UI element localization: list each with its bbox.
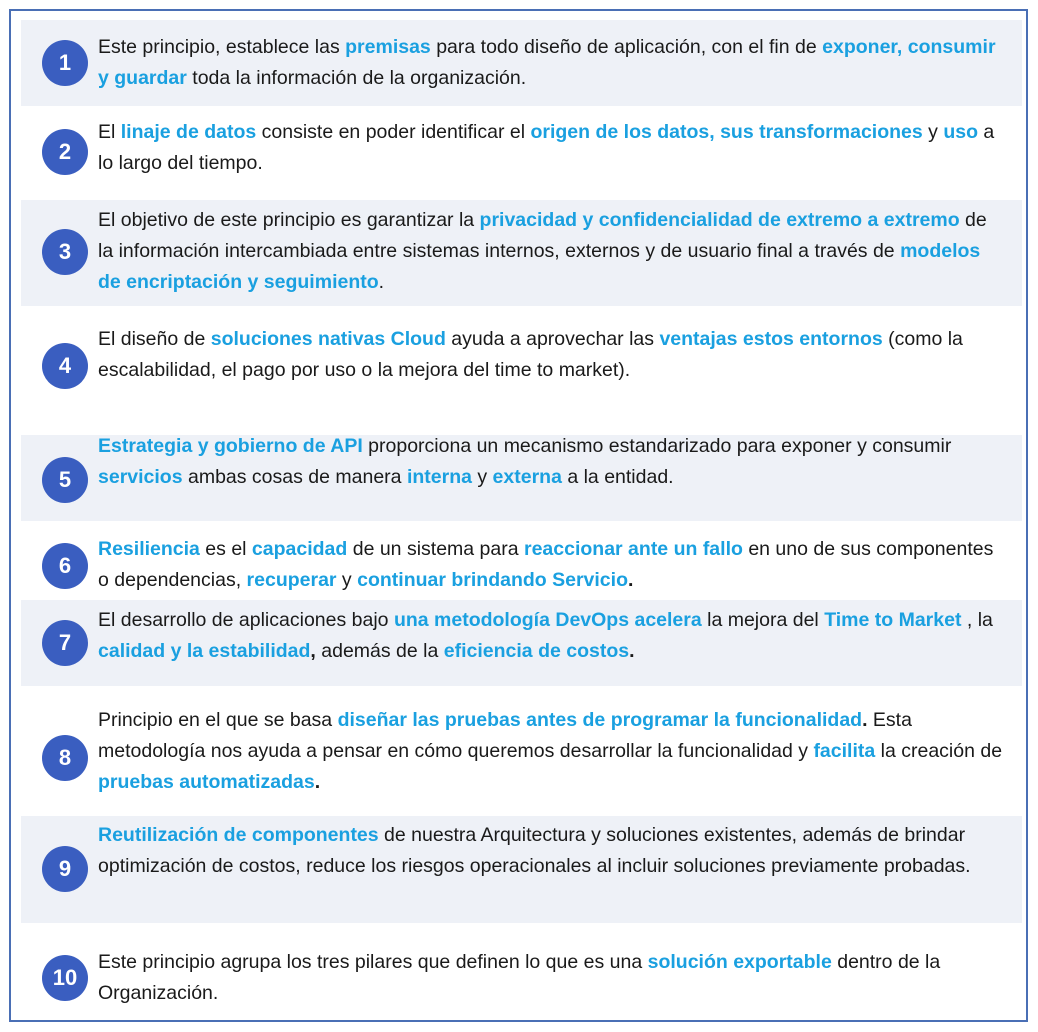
highlighted-term: soluciones nativas Cloud [210, 328, 446, 350]
highlighted-term: privacidad y confidencialidad de extremo a extremo [479, 209, 960, 231]
principle-text [98, 431, 1003, 493]
number-badge: 8 [42, 735, 88, 781]
principle-row-3 [21, 200, 1022, 306]
highlighted-term: externa [492, 466, 562, 488]
text-segment: . [629, 640, 635, 662]
highlighted-term: reaccionar ante un fallo [524, 538, 743, 560]
highlighted-term: recuperar [246, 569, 337, 591]
principle-row-10 [21, 927, 1022, 1017]
number-badge: 1 [42, 40, 88, 86]
principle-row-5 [21, 435, 1022, 521]
text-segment: toda la información de la organización. [186, 67, 527, 89]
principle-text [98, 705, 1003, 798]
text-segment: El diseño de [98, 328, 211, 350]
number-badge: 2 [42, 129, 88, 175]
principle-text [98, 117, 1003, 179]
text-segment: ambas cosas de manera [182, 466, 407, 488]
highlighted-term: uso [943, 121, 979, 143]
highlighted-term: capacidad [251, 538, 348, 560]
text-segment: y [471, 466, 493, 488]
highlighted-term: eficiencia de costos [443, 640, 630, 662]
text-segment: de un sistema para [347, 538, 524, 560]
text-segment: Esta metodología nos ayuda a pensar en cómo queremos desarrollar la funcionalidad y [98, 709, 912, 762]
text-segment: . [314, 771, 321, 793]
text-segment: consiste en poder identificar el [256, 121, 531, 143]
text-segment: es el [199, 538, 252, 560]
principle-row-6 [21, 524, 1022, 598]
principle-text [98, 32, 1003, 94]
principle-row-4 [21, 308, 1022, 433]
highlighted-term: Reutilización de componentes [98, 824, 379, 846]
text-segment: , la [961, 609, 993, 631]
number-badge: 9 [42, 846, 88, 892]
highlighted-term: pruebas automatizadas [98, 771, 315, 793]
highlighted-term: interna [406, 466, 472, 488]
number-badge: 3 [42, 229, 88, 275]
number-badge: 4 [42, 343, 88, 389]
text-segment: y [922, 121, 944, 143]
principle-text [98, 534, 1003, 596]
text-segment: proporciona un mecanismo estandarizado para exponer y consumir [362, 435, 952, 457]
principle-row-7 [21, 600, 1022, 686]
text-segment: de la información intercambiada entre sistemas internos, externos y de usuario final a través de [98, 209, 987, 262]
text-segment: de nuestra Arquitectura y soluciones existentes, además de brindar optimización de costos, reduce los riesgos operacionales al incluir soluciones previamente probadas. [98, 824, 971, 877]
number-badge: 5 [42, 457, 88, 503]
highlighted-term: calidad y la estabilidad [98, 640, 311, 662]
principle-text [98, 324, 1003, 386]
text-segment: en uno de sus componentes o dependencias, [98, 538, 994, 591]
highlighted-term: continuar brindando Servicio [357, 569, 628, 591]
text-segment: la mejora del [701, 609, 825, 631]
highlighted-term: Resiliencia [98, 538, 200, 560]
text-segment: a la entidad. [561, 466, 674, 488]
text-segment: El desarrollo de aplicaciones bajo [98, 609, 394, 631]
principle-text [98, 947, 1003, 1009]
text-segment: (como la escalabilidad, el pago por uso o la mejora del time to market). [98, 328, 963, 381]
principle-text [98, 205, 1003, 298]
text-segment: El [98, 121, 121, 143]
number-badge: 6 [42, 543, 88, 589]
highlighted-term: ventajas estos entornos [659, 328, 883, 350]
highlighted-term: premisas [345, 36, 431, 58]
highlighted-term: Time to Market [824, 609, 962, 631]
highlighted-term: origen de los datos, sus transformaciones [530, 121, 923, 143]
highlighted-term: solución exportable [647, 951, 832, 973]
number-badge: 10 [42, 955, 88, 1001]
text-segment: . [627, 569, 634, 591]
text-segment: para todo diseño de aplicación, con el fin de [430, 36, 823, 58]
text-segment: además de la [315, 640, 444, 662]
highlighted-term: servicios [98, 466, 183, 488]
text-segment: , [310, 640, 316, 662]
principle-row-9 [21, 816, 1022, 923]
highlighted-term: una metodología DevOps acelera [393, 609, 702, 631]
number-badge: 7 [42, 620, 88, 666]
highlighted-term: linaje de datos [120, 121, 257, 143]
text-segment: . [862, 709, 868, 731]
principle-row-2 [21, 108, 1022, 198]
highlighted-term: modelos de encriptación y seguimiento [98, 240, 981, 293]
text-segment: Principio en el que se basa [98, 709, 338, 731]
principle-row-1 [21, 20, 1022, 106]
text-segment: Este principio agrupa los tres pilares que definen lo que es una [98, 951, 648, 973]
highlighted-term: exponer, consumir y guardar [98, 36, 996, 89]
principle-text [98, 820, 1003, 882]
text-segment: dentro de la Organización. [98, 951, 941, 1004]
text-segment: ayuda a aprovechar las [445, 328, 660, 350]
text-segment: a lo largo del tiempo. [98, 121, 995, 174]
principles-frame [9, 9, 1028, 1022]
highlighted-term: facilita [813, 740, 876, 762]
highlighted-term: Estrategia y gobierno de API [98, 435, 363, 457]
principle-text [98, 605, 1003, 667]
text-segment: El objetivo de este principio es garantizar la [98, 209, 480, 231]
text-segment: la creación de [875, 740, 1003, 762]
highlighted-term: diseñar las pruebas antes de programar la funcionalidad [337, 709, 863, 731]
text-segment: y [336, 569, 358, 591]
principle-row-8 [21, 690, 1022, 814]
text-segment: Este principio, establece las [98, 36, 346, 58]
text-segment: . [378, 271, 385, 293]
